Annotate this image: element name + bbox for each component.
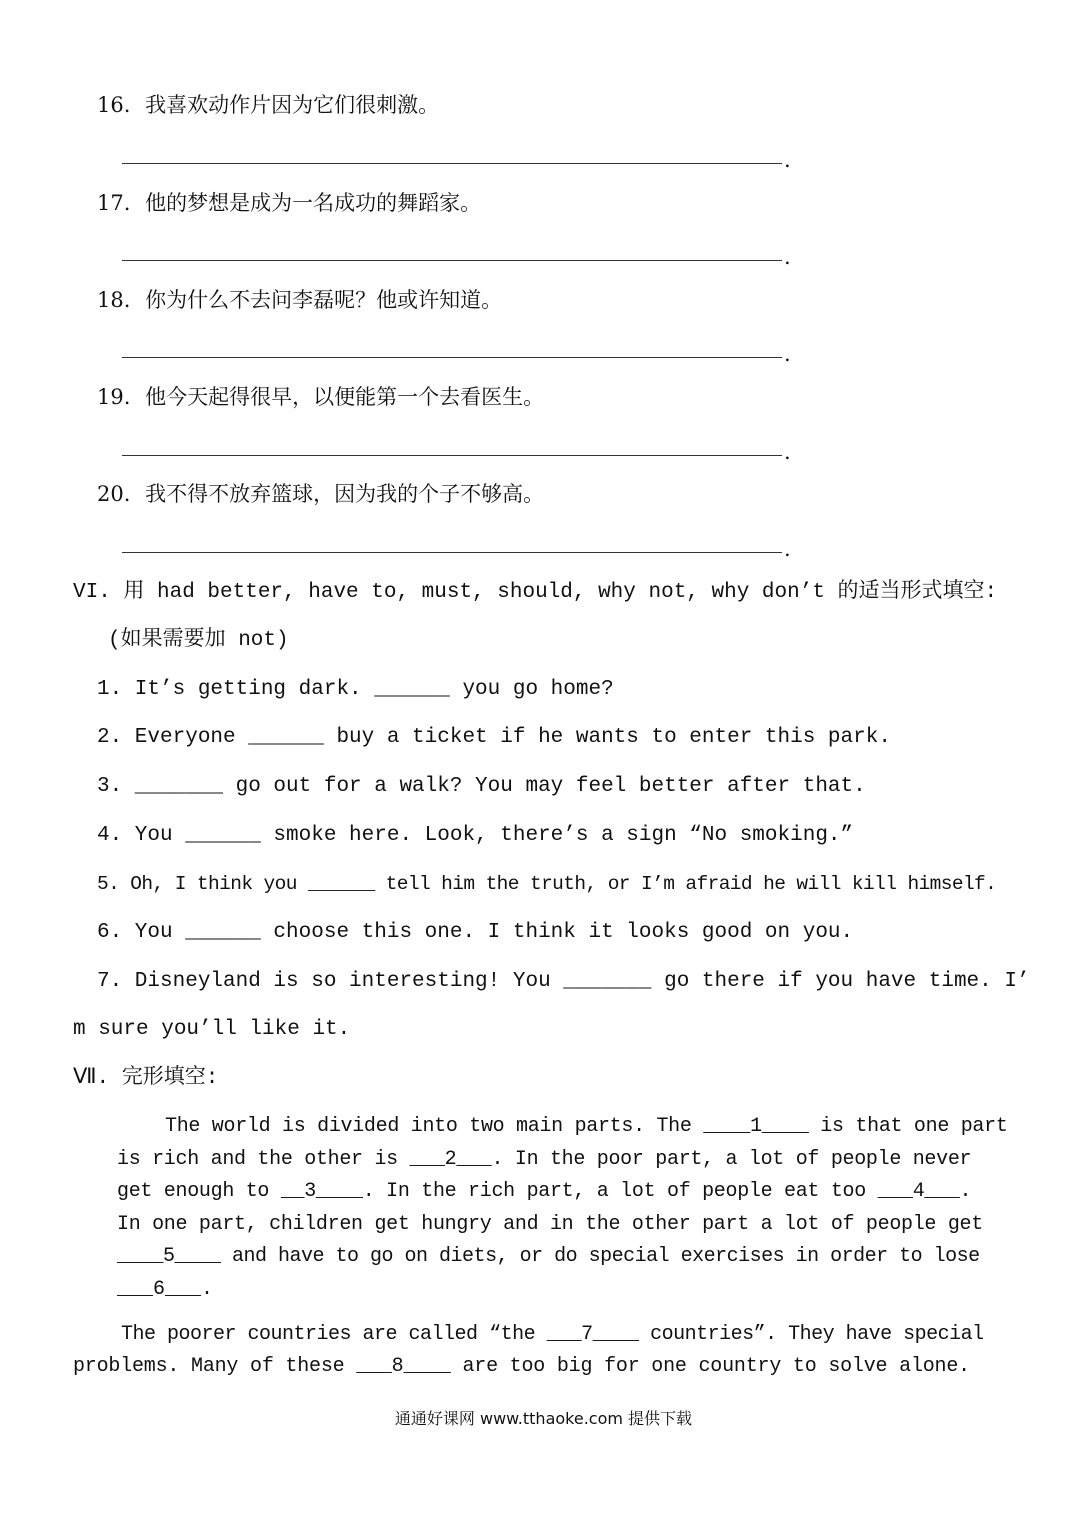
fill-item-3: 3. _______ go out for a walk? You may feel better after that. bbox=[97, 775, 866, 798]
answer-period: . bbox=[784, 342, 791, 366]
fill-item-7-continued: m sure you’ll like it. bbox=[73, 1018, 351, 1041]
answer-period: . bbox=[784, 440, 791, 464]
item-number: 19. bbox=[97, 385, 131, 409]
translation-item-18 bbox=[97, 287, 502, 313]
answer-period: . bbox=[784, 537, 791, 561]
item-prompt: 他的梦想是成为一名成功的舞蹈家。 bbox=[145, 191, 482, 215]
cloze-para1-line2: is rich and the other is ___2___. In the poor part, a lot of people never bbox=[117, 1148, 972, 1171]
answer-period: . bbox=[784, 245, 791, 269]
fill-item-1: 1. It’s getting dark. ______ you go home? bbox=[97, 678, 614, 701]
answer-line[interactable] bbox=[122, 357, 782, 358]
translation-item-20 bbox=[97, 481, 544, 507]
section-6-heading: VI. 用 had better, have to, must, should, why not, why don’t 的适当形式填空: bbox=[73, 581, 998, 604]
fill-item-4: 4. You ______ smoke here. Look, there’s a sign “No smoking.” bbox=[97, 824, 854, 847]
translation-item-19 bbox=[97, 384, 544, 410]
answer-line[interactable] bbox=[122, 260, 782, 261]
cloze-para2-line2: problems. Many of these ___8____ are too big for one country to solve alone. bbox=[73, 1355, 970, 1378]
item-prompt: 你为什么不去问李磊呢？他或许知道。 bbox=[145, 288, 503, 312]
translation-item-16 bbox=[97, 92, 439, 118]
cloze-para1-line3: get enough to __3____. In the rich part, a lot of people eat too ___4___. bbox=[117, 1180, 972, 1203]
section-6-note: (如果需要加 not) bbox=[108, 629, 289, 652]
fill-item-7: 7. Disneyland is so interesting! You _______ go there if you have time. I’ bbox=[97, 970, 1030, 993]
item-prompt: 我喜欢动作片因为它们很刺激。 bbox=[145, 93, 440, 117]
fill-item-6: 6. You ______ choose this one. I think it looks good on you. bbox=[97, 921, 854, 944]
fill-item-2: 2. Everyone ______ buy a ticket if he wants to enter this park. bbox=[97, 726, 891, 749]
cloze-para2-line1: The poorer countries are called “the ___7____ countries”. They have special bbox=[121, 1323, 984, 1346]
cloze-para1-line6: ___6___. bbox=[117, 1278, 214, 1301]
item-number: 18. bbox=[97, 288, 131, 312]
page-footer: 通通好课网 www.tthaoke.com 提供下载 bbox=[394, 1409, 693, 1428]
item-number: 16. bbox=[97, 93, 131, 117]
item-number: 20. bbox=[97, 482, 131, 506]
cloze-para1-line4: In one part, children get hungry and in the other part a lot of people get bbox=[117, 1213, 983, 1236]
item-prompt: 我不得不放弃篮球，因为我的个子不够高。 bbox=[145, 482, 545, 506]
answer-line[interactable] bbox=[122, 163, 782, 164]
answer-line[interactable] bbox=[122, 455, 782, 456]
answer-line[interactable] bbox=[122, 552, 782, 553]
cloze-para1-line5: ____5____ and have to go on diets, or do special exercises in order to lose bbox=[117, 1245, 980, 1268]
translation-item-17 bbox=[97, 190, 481, 216]
section-7-heading: Ⅶ. 完形填空: bbox=[73, 1067, 219, 1090]
item-number: 17. bbox=[97, 191, 131, 215]
item-prompt: 他今天起得很早，以便能第一个去看医生。 bbox=[145, 385, 545, 409]
answer-period: . bbox=[784, 148, 791, 172]
fill-item-5: 5. Oh, I think you ______ tell him the truth, or I’m afraid he will kill himself. bbox=[97, 873, 997, 895]
cloze-para1-line1: The world is divided into two main parts. The ____1____ is that one part bbox=[165, 1115, 1008, 1138]
